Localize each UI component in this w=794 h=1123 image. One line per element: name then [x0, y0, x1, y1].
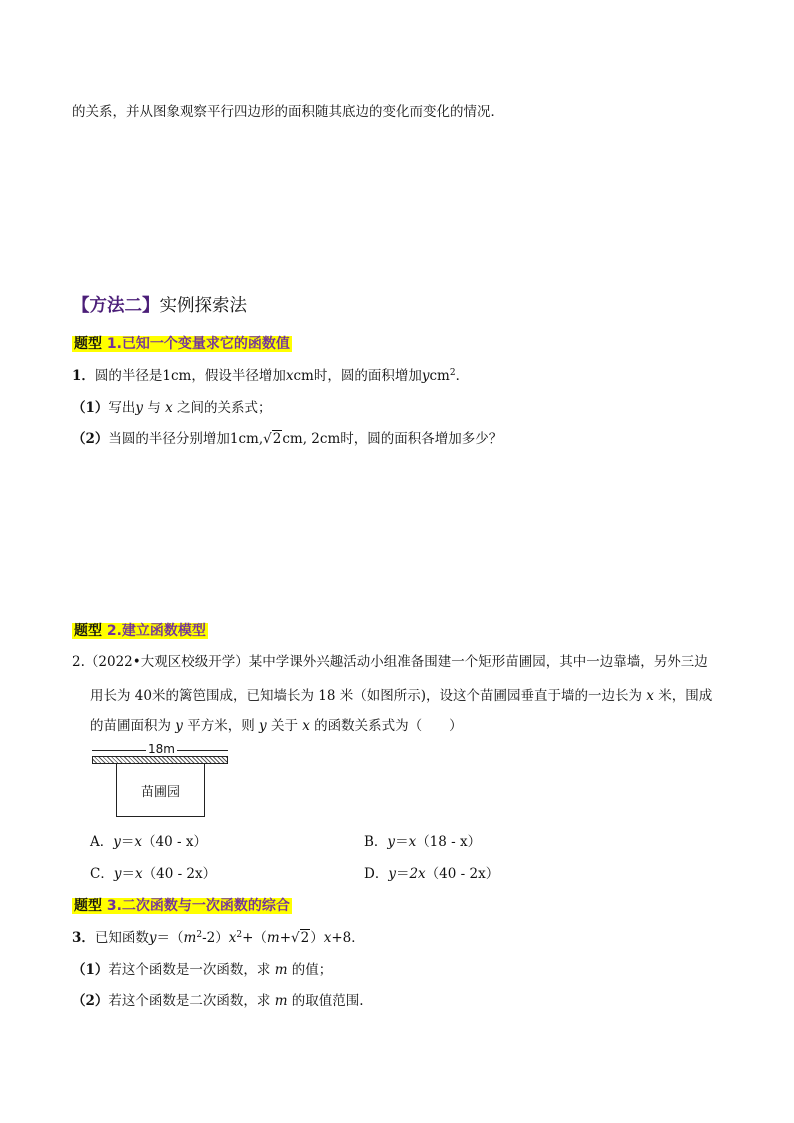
q3-part-1: [72, 960, 332, 980]
var-m: m: [274, 962, 288, 978]
q1-unit: cm: [293, 368, 314, 384]
topic-heading-2: [72, 620, 208, 642]
q3-part-2: [72, 991, 364, 1011]
part-text: 时，圆的面积各增加多少？: [340, 431, 503, 447]
var-x: x: [646, 688, 654, 704]
part-label: （2）: [72, 993, 109, 1009]
topic-title: 2.建立函数模型: [106, 623, 206, 639]
q2-text: 用长为 40米的篱笆围成，已知墙长为 18 米（如图所示)，设这个苗圃园垂直于墙的一边长为: [90, 688, 647, 704]
var-x: x: [228, 930, 237, 946]
q1-var-y: y: [421, 368, 430, 384]
var-y: y: [387, 834, 396, 850]
method-heading: [72, 293, 247, 319]
q2-text: 平方米，则: [182, 718, 260, 734]
q2-text: （2022•大观区校级开学）某中学课外兴趣活动小组准备围建一个矩形苗圃园，其中一边靠墙，另外三边: [84, 654, 708, 670]
q3-text: ＝（: [156, 930, 184, 946]
q2-text: 的函数关系式为（ ）: [309, 718, 463, 734]
option-c[interactable]: [90, 864, 216, 884]
option-rest: （40 - 2x）: [142, 866, 217, 882]
q3-text: +（: [242, 930, 267, 946]
q1-unit: cm: [429, 368, 450, 384]
wall-length-label: 18m: [148, 742, 175, 756]
q2-text: 的苗圃面积为: [90, 718, 176, 734]
var-y: y: [135, 400, 144, 416]
radicand: 2: [300, 930, 310, 946]
q2-number: 2.: [72, 654, 85, 670]
part-text: 与: [143, 400, 166, 416]
topic-prefix: 题型: [74, 898, 102, 914]
var-y: y: [259, 718, 267, 734]
q1-text: ．: [455, 368, 470, 384]
var-x: x: [302, 718, 310, 734]
q1-text: 时，圆的面积增加: [313, 368, 422, 384]
q1-stem: [72, 366, 469, 386]
var-y: y: [148, 930, 157, 946]
part-label: （2）: [72, 431, 109, 447]
part-label: （1）: [72, 962, 109, 978]
q1-part-2: [72, 429, 502, 449]
part-text: 写出: [108, 400, 136, 416]
part-text: 的值；: [287, 962, 333, 978]
var-x: x: [165, 400, 173, 416]
equals: ＝: [395, 834, 409, 850]
q3-text: ）: [310, 930, 324, 946]
option-rest: （40 - x）: [142, 834, 207, 850]
topic-heading-3: [72, 895, 292, 917]
garden-label: 苗圃园: [140, 784, 180, 800]
q3-stem: [72, 928, 365, 948]
option-d[interactable]: [364, 864, 499, 884]
var-m: m: [266, 930, 280, 946]
q3-text: +8．: [331, 930, 365, 946]
topic-title: 1.已知一个变量求它的函数值: [106, 336, 290, 352]
q3-number: 3．: [72, 930, 95, 946]
radicand: 2: [272, 431, 282, 447]
topic-prefix: 题型: [74, 623, 102, 639]
value: 1cm,: [229, 431, 264, 447]
sqrt-expression: √2: [291, 930, 310, 946]
q2-text: 米，围成: [653, 688, 713, 704]
var-y: y: [388, 866, 396, 882]
var-y: y: [175, 718, 183, 734]
garden-rectangle: [116, 764, 205, 817]
part-label: （1）: [72, 400, 109, 416]
value: cm, 2cm: [282, 431, 341, 447]
topic-title: 3.二次函数与一次函数的综合: [106, 898, 290, 914]
q3-text: +: [279, 930, 292, 946]
method-title: 实例探索法: [159, 296, 247, 316]
intro-text: 的关系，并从图象观察平行四边形的面积随其底边的变化而变化的情况．: [72, 104, 504, 120]
part-text: 的取值范围.: [287, 993, 364, 1009]
topic-prefix: 题型: [74, 336, 102, 352]
garden-figure: [92, 742, 232, 825]
option-a[interactable]: [90, 832, 207, 852]
part-text: 当圆的半径分别增加: [108, 431, 230, 447]
var-y: y: [113, 866, 122, 882]
q1-exponent: 2: [449, 368, 456, 378]
var-x: x: [134, 866, 143, 882]
var-x: x: [408, 834, 417, 850]
equals: ＝: [395, 866, 410, 882]
var-x: x: [323, 930, 332, 946]
q2-line-1: [72, 652, 708, 672]
equals: ＝: [121, 866, 135, 882]
var-y: y: [113, 834, 121, 850]
q1-text: 圆的半径是: [94, 368, 163, 384]
method-label: 【方法二】: [72, 296, 160, 316]
part-text: 若这个函数是一次函数，求: [108, 962, 275, 978]
part-text: 若这个函数是二次函数，求: [108, 993, 275, 1009]
option-label: D．: [364, 866, 389, 882]
q1-text: ，假设半径增加: [191, 368, 286, 384]
option-label: A．: [90, 834, 114, 850]
q1-var-x: x: [285, 368, 294, 384]
exponent: 2: [196, 930, 203, 940]
q2-line-3: [90, 716, 463, 736]
q3-text: 已知函数: [94, 930, 149, 946]
equals: ＝: [120, 834, 135, 850]
option-rest: （40 - 2x）: [425, 866, 500, 882]
var-m: m: [274, 993, 288, 1009]
option-label: B．: [364, 834, 388, 850]
wall-hatching: [92, 756, 228, 764]
exponent: 2: [236, 930, 243, 940]
part-text: 之间的关系式；: [172, 400, 272, 416]
sqrt-expression: √2: [263, 431, 282, 447]
q2-text: 关于: [266, 718, 303, 734]
q1-number: 1．: [72, 368, 95, 384]
q1-radius: 1cm: [162, 368, 192, 384]
option-b[interactable]: [364, 832, 481, 852]
q3-text: -2）: [202, 930, 229, 946]
topic-heading-1: [72, 333, 292, 355]
var-m: m: [183, 930, 197, 946]
q2-line-2: [90, 686, 712, 706]
var-x: 2x: [409, 866, 426, 882]
q1-part-1: [72, 398, 272, 418]
option-label: C．: [90, 866, 114, 882]
option-rest: （18 - x）: [416, 834, 482, 850]
var-x: x: [134, 834, 143, 850]
